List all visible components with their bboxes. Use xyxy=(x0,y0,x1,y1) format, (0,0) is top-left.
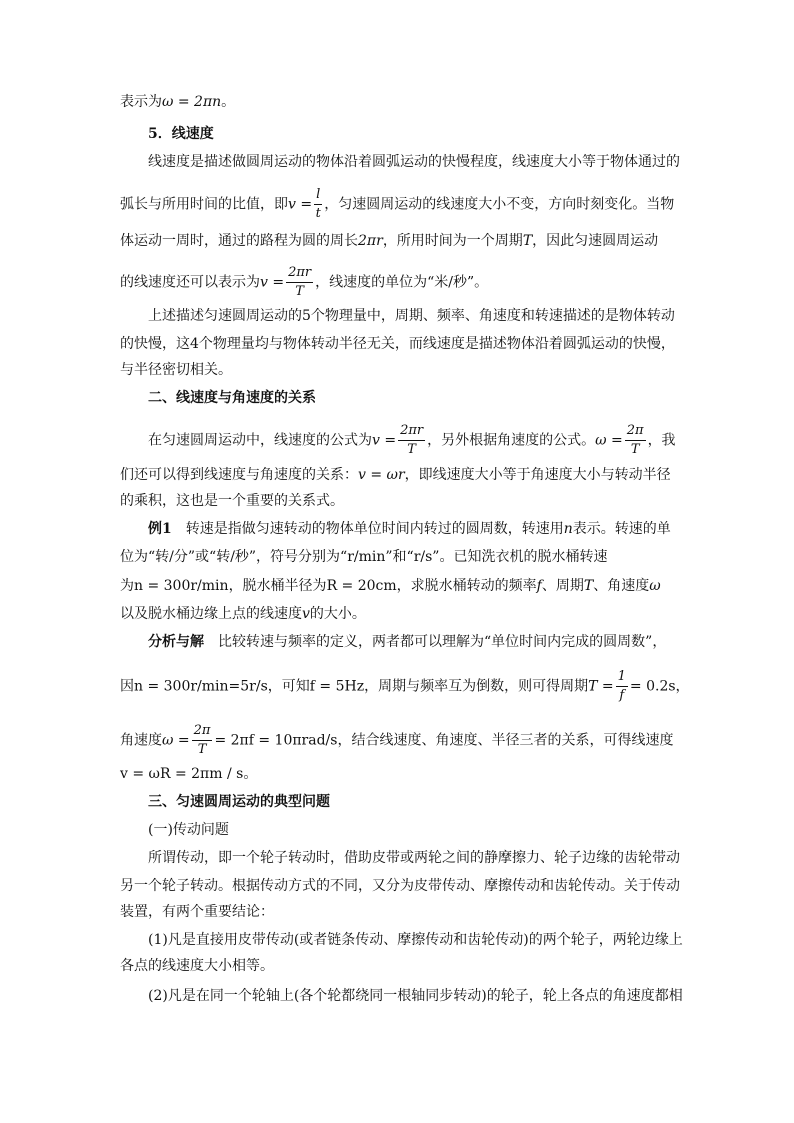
text: 的线速度还可以表示为 xyxy=(120,274,260,291)
text: 。 xyxy=(243,766,258,782)
text: 转速是指做匀速转动的物体单位时间内转过的圆周数，转速用 xyxy=(171,521,564,537)
text-line xyxy=(148,632,666,652)
text: ，所用时间为一个周期 xyxy=(382,233,523,249)
text: ，周期与频率互为倒数，则可得周期 xyxy=(364,678,589,695)
text-line xyxy=(120,264,488,301)
text-line: 各点的线速度大小相等。 xyxy=(120,958,274,974)
text: 、角速度 xyxy=(593,578,650,594)
text: 。 xyxy=(221,94,236,110)
numerator: 2πr xyxy=(286,264,313,283)
formula: ω xyxy=(649,578,661,594)
sub-heading: (一)传动问题 xyxy=(148,822,229,838)
example-label: 例1 xyxy=(148,521,172,537)
formula: v = xyxy=(372,432,397,449)
fraction xyxy=(625,422,646,459)
text: ，匀速圆周运动的线速度大小不变，方向时刻变化。当物 xyxy=(324,196,675,213)
text-line xyxy=(120,231,658,251)
numerator: 2π xyxy=(192,722,213,741)
text-line xyxy=(120,722,673,759)
formula: v xyxy=(302,606,310,622)
formula: v = xyxy=(288,196,313,213)
text-line: (2)凡是在同一个轮轴上(各个轮都绕同一根轴同步转动)的轮子，轮上各点的角速度都相 xyxy=(148,988,683,1004)
denominator: T xyxy=(295,284,304,299)
section-heading: 二、线速度与角速度的关系 xyxy=(148,390,316,406)
text: 体运动一周时，通过的路程为圆的周长 xyxy=(120,233,358,249)
numerator: l xyxy=(314,186,322,205)
text-line xyxy=(120,604,366,624)
text: ，我 xyxy=(647,432,676,449)
text: 以及脱水桶边缘上点的线速度 xyxy=(120,606,302,622)
text: ， xyxy=(675,678,690,695)
text: 的大小。 xyxy=(309,606,366,622)
text-line: 另一个轮子转动。根据传动方式的不同，又分为皮带传动、摩擦传动和齿轮传动。关于传动 xyxy=(120,878,680,894)
text-line xyxy=(120,576,661,596)
denominator: T xyxy=(407,442,416,457)
formula: f = 5Hz xyxy=(309,678,365,695)
formula: = 0.2s xyxy=(629,678,676,695)
text: 、周期 xyxy=(541,578,584,594)
text: 为 xyxy=(120,578,134,594)
denominator: T xyxy=(630,442,640,457)
formula: v = xyxy=(260,274,285,291)
text: 比较转速与频率的定义，两者都可以理解为“单位时间内完成的圆周数”， xyxy=(204,634,667,650)
text: 在匀速圆周运动中，线速度的公式为 xyxy=(148,432,372,449)
numerator: 2πr xyxy=(398,422,425,441)
text-line xyxy=(148,519,671,539)
numerator: 1 xyxy=(616,668,628,687)
formula: n xyxy=(563,521,573,537)
formula: = 2πf = 10πrad/s xyxy=(214,732,338,749)
text-line xyxy=(120,764,257,784)
text: ，可知 xyxy=(267,678,310,695)
text: ，即线速度大小等于角速度大小与转动半径 xyxy=(404,467,671,483)
text: ，另外根据角速度的公式。 xyxy=(427,432,596,449)
text: 们还可以得到线速度与角速度的关系： xyxy=(120,467,358,483)
fraction xyxy=(314,186,322,223)
text: ，脱水桶半径为 xyxy=(228,578,327,594)
text-line: 的快慢，这4个物理量均与物体转动半径无关，而线速度是描述物体沿着圆弧运动的快慢， xyxy=(120,336,675,352)
formula: T = xyxy=(588,678,614,695)
section-heading: 三、匀速圆周运动的典型问题 xyxy=(148,794,330,810)
text-line: 装置，有两个重要结论： xyxy=(120,904,274,920)
text: 表示为 xyxy=(120,94,162,110)
formula: 2πr xyxy=(358,233,383,249)
formula: f xyxy=(536,578,542,594)
text-line xyxy=(120,668,690,705)
text: ，因此匀速圆周运动 xyxy=(532,233,659,249)
text-line: 的乘积，这也是一个重要的关系式。 xyxy=(120,493,344,509)
formula: T xyxy=(522,233,533,249)
section-heading: 5．线速度 xyxy=(148,126,214,142)
text: ，线速度的单位为“米/秒”。 xyxy=(315,274,489,291)
formula: ω = xyxy=(162,732,190,749)
formula: v = ωR = 2πm / s xyxy=(120,766,244,782)
fraction xyxy=(192,722,213,759)
formula: ω = 2πn xyxy=(162,94,222,110)
text-line: 线速度是描述做圆周运动的物体沿着圆弧运动的快慢程度，线速度大小等于物体通过的 xyxy=(148,154,680,170)
formula: v = ωr xyxy=(358,467,405,483)
text-line: 所谓传动，即一个轮子转动时，借助皮带或两轮之间的静摩擦力、轮子边缘的齿轮带动 xyxy=(148,850,680,866)
analysis-label: 分析与解 xyxy=(148,634,204,650)
text-line: 位为“转/分”或“转/秒”，符号分别为“r/min”和“r/s”。已知洗衣机的脱水桶转速 xyxy=(120,549,608,565)
text: 弧长与所用时间的比值，即 xyxy=(120,196,288,213)
text-line: (1)凡是直接用皮带传动(或者链条传动、摩擦传动和齿轮传动)的两个轮子，两轮边缘上 xyxy=(148,932,683,948)
formula: R = 20cm xyxy=(326,578,397,594)
text: 因 xyxy=(120,678,134,695)
denominator: T xyxy=(197,742,207,757)
text: 角速度 xyxy=(120,732,162,749)
denominator: f xyxy=(619,688,625,703)
text: ，求脱水桶转动的频率 xyxy=(396,578,537,594)
fraction xyxy=(286,264,313,301)
formula: T xyxy=(583,578,594,594)
numerator: 2π xyxy=(625,422,646,441)
text: 表示。转速的单 xyxy=(572,521,671,537)
formula: n = 300r/min=5r/s xyxy=(134,678,268,695)
formula: ω = xyxy=(595,432,623,449)
fraction xyxy=(398,422,425,459)
text-line: 与半径密切相关。 xyxy=(120,362,232,378)
text: ，结合线速度、角速度、半径三者的关系，可得线速度 xyxy=(337,732,674,749)
text-line xyxy=(148,422,676,459)
formula: n = 300r/min xyxy=(134,578,229,594)
text-line xyxy=(120,92,235,112)
fraction xyxy=(616,668,628,705)
text-line xyxy=(120,465,671,485)
text-line xyxy=(120,186,674,223)
denominator: t xyxy=(315,206,321,221)
text-line: 上述描述匀速圆周运动的5个物理量中，周期、频率、角速度和转速描述的是物体转动 xyxy=(148,308,675,324)
